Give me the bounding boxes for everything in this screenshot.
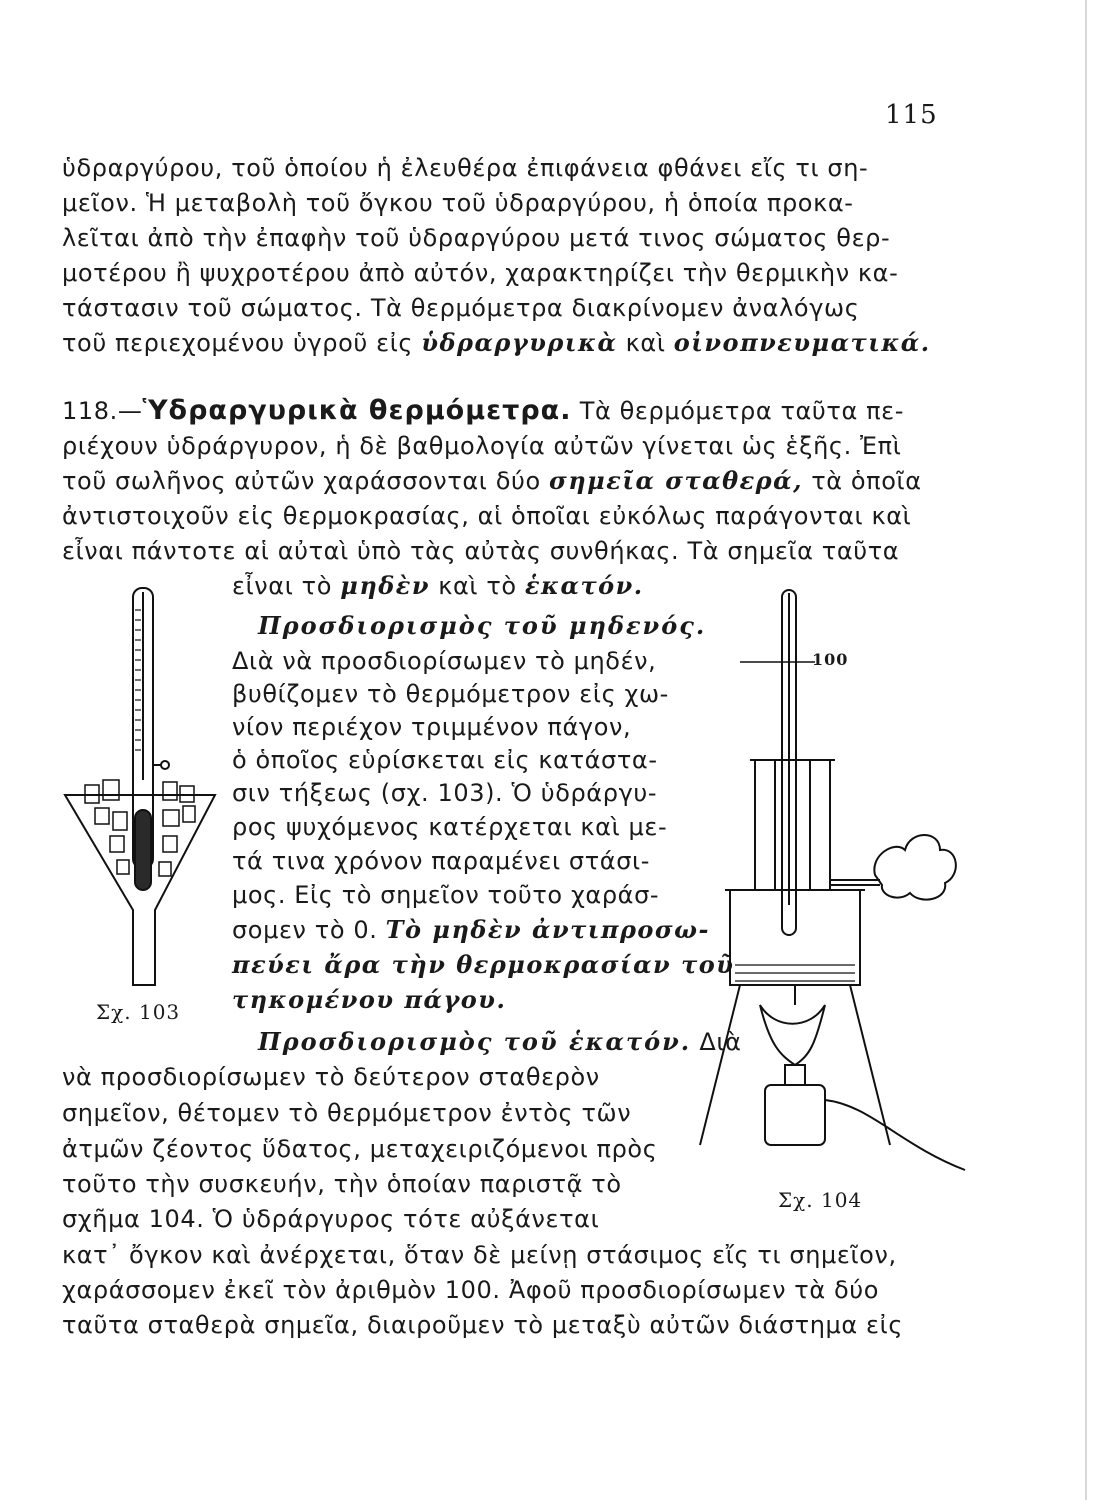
text-line	[232, 915, 710, 945]
text-span: Διὰ	[699, 1028, 742, 1056]
text-line: τοῦτο τὴν συσκευήν, τὴν ὁποίαν παριστᾷ τὸ	[62, 1170, 622, 1198]
text-line: λεῖται ἀπὸ τὴν ἐπαφὴν τοῦ ὑδραργύρου μετά τινος σώματος θερ-	[62, 224, 891, 252]
text-span: τοῦ σωλῆνος αὐτῶν χαράσσονται δύο	[62, 467, 541, 495]
text-line: βυθίζομεν τὸ θερμόμετρον εἰς χω-	[232, 680, 669, 708]
text-line: χαράσσομεν ἐκεῖ τὸν ἀριθμὸν 100. Ἀφοῦ προσδιορίσωμεν τὰ δύο	[62, 1276, 880, 1304]
figure-103-caption: Σχ. 103	[96, 1000, 181, 1024]
text-line: νὰ προσδιορίσωμεν τὸ δεύτερον σταθερὸν	[62, 1063, 600, 1091]
text-line	[62, 328, 962, 358]
page-edge	[1085, 0, 1087, 1500]
figure-103	[55, 580, 230, 1000]
text-line: ριέχουν ὑδράργυρον, ἡ δὲ βαθμολογία αὐτῶν γίνεται ὡς ἑξῆς. Ἐπὶ	[62, 432, 902, 460]
term-hundred: ἑκατόν.	[524, 571, 644, 600]
text-span: καὶ τὸ	[438, 572, 517, 600]
text-line: ταῦτα σταθερὰ σημεῖα, διαιροῦμεν τὸ μεταξὺ αὐτῶν διάστημα εἰς	[62, 1311, 904, 1339]
spirit-lamp	[765, 1085, 825, 1145]
hundred-heading: Προσδιορισμὸς τοῦ ἑκατόν.	[258, 1027, 692, 1056]
text-line: εἶναι πάντοτε αἱ αὐταὶ ὑπὸ τὰς αὐτὰς συνθήκας. Τὰ σημεῖα ταῦτα	[62, 537, 900, 565]
text-line: Διὰ νὰ προσδιορίσωμεν τὸ μηδέν,	[232, 647, 657, 675]
term-mercury: ὑδραργυρικὰ	[421, 328, 618, 357]
text-span: εἶναι τὸ	[232, 572, 333, 600]
zero-conclusion-line: πεύει ἄρα τὴν θερμοκρασίαν τοῦ	[232, 950, 735, 979]
text-line: τά τινα χρόνον παραμένει στάσι-	[232, 847, 650, 875]
page-number: 115	[885, 100, 938, 130]
text-line	[62, 466, 962, 496]
text-line: σχῆμα 104. Ὁ ὑδράργυρος τότε αὐξάνεται	[62, 1205, 600, 1233]
text-line: μος. Εἰς τὸ σημεῖον τοῦτο χαράσ-	[232, 881, 660, 909]
section-title: Ὑδραργυρικὰ θερμόμετρα.	[142, 395, 572, 426]
text-line: ὁ ὁποῖος εὑρίσκεται εἰς κατάστα-	[232, 746, 658, 774]
text-line: ἀτμῶν ζέοντος ὕδατος, μεταχειριζόμενοι πρὸς	[62, 1135, 658, 1163]
text-span: σομεν τὸ 0.	[232, 916, 378, 944]
steam-cloud	[874, 835, 955, 900]
zero-conclusion: Τὸ μηδὲν ἀντιπροσω-	[385, 915, 710, 944]
text-span: τὰ ὁποῖα	[811, 467, 922, 495]
text-line: μεῖον. Ἡ μεταβολὴ τοῦ ὄγκου τοῦ ὑδραργύρου, ἡ ὁποία προκα-	[62, 189, 854, 217]
zero-heading: Προσδιορισμὸς τοῦ μηδενός.	[258, 611, 707, 640]
text-line: ρος ψυχόμενος κατέρχεται καὶ με-	[232, 813, 668, 841]
figure-104-mark: 100	[812, 650, 849, 669]
text-line: ὑδραργύρου, τοῦ ὁποίου ἡ ἐλευθέρα ἐπιφάνεια φθάνει εἴς τι ση-	[62, 154, 869, 182]
section-118-heading-line	[62, 396, 962, 426]
text-line: τάστασιν τοῦ σώματος. Τὰ θερμόμετρα διακρίνομεν ἀναλόγως	[62, 294, 860, 322]
text-line: κατ᾽ ὄγκον καὶ ἀνέρχεται, ὅταν δὲ μείνῃ στάσιμος εἴς τι σημεῖον,	[62, 1241, 897, 1269]
term-zero: μηδὲν	[340, 571, 431, 600]
section-number: 118.—	[62, 397, 143, 425]
text-line: σιν τήξεως (σχ. 103). Ὁ ὑδράργυ-	[232, 779, 658, 807]
text-span: τοῦ περιεχομένου ὑγροῦ εἰς	[62, 329, 414, 357]
term-fixed-points: σημεῖα σταθερά,	[549, 466, 803, 495]
text-line: νίον περιέχον τριμμένον πάγον,	[232, 713, 632, 741]
text-span: καὶ	[625, 329, 666, 357]
hundred-heading-line	[258, 1027, 742, 1057]
figure-104	[700, 585, 965, 1185]
term-alcohol: οἰνοπνευματικά.	[673, 328, 931, 357]
text-span: Τὰ θερμόμετρα ταῦτα πε-	[579, 397, 904, 425]
text-line: μοτέρου ἢ ψυχροτέρου ἀπὸ αὐτόν, χαρακτηρίζει τὴν θερμικὴν κα-	[62, 259, 899, 287]
figure-104-caption: Σχ. 104	[778, 1188, 863, 1212]
text-line: ἀντιστοιχοῦν εἰς θερμοκρασίας, αἱ ὁποῖαι εὐκόλως παράγονται καὶ	[62, 502, 912, 530]
text-line	[232, 571, 692, 601]
zero-conclusion-line: τηκομένου πάγου.	[232, 985, 507, 1014]
text-line: σημεῖον, θέτομεν τὸ θερμόμετρον ἐντὸς τῶν	[62, 1099, 632, 1127]
